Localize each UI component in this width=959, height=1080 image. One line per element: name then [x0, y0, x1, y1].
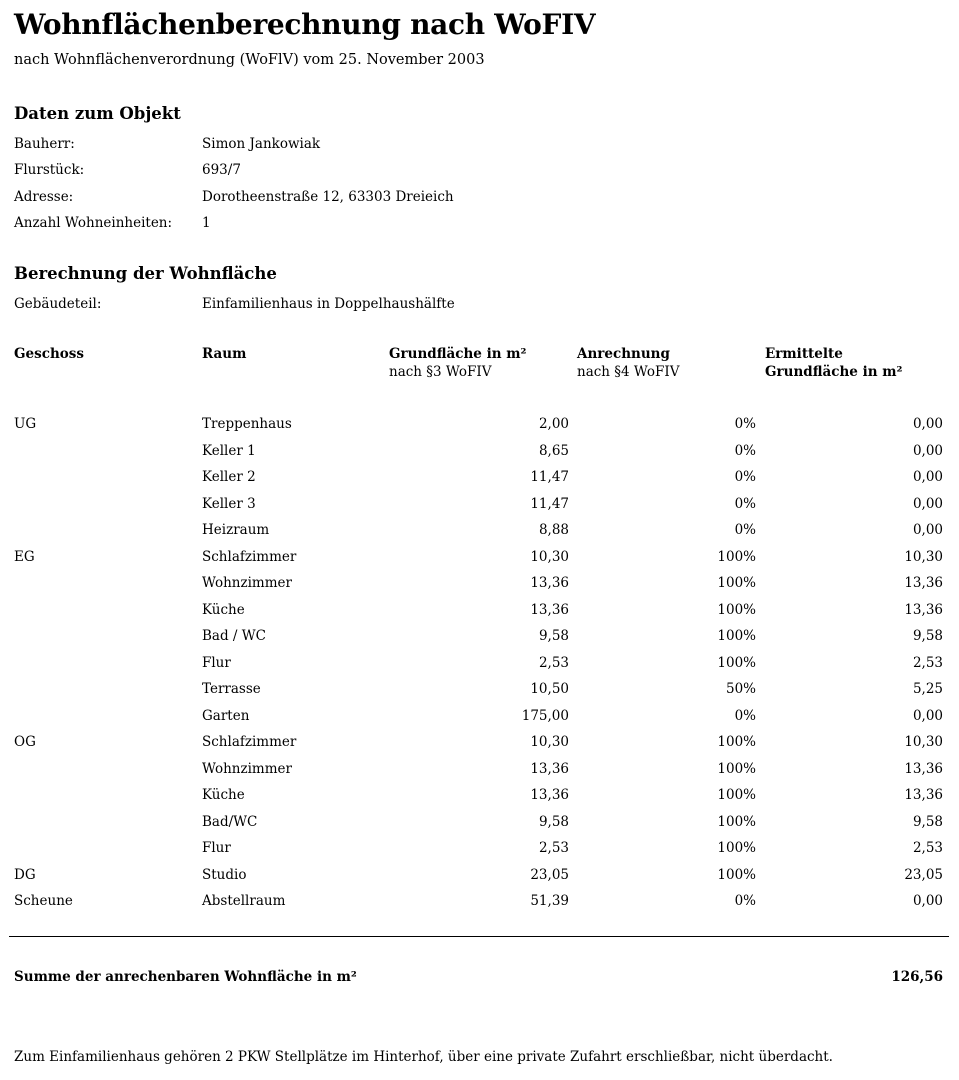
cell-raum: Treppenhaus	[202, 416, 292, 432]
cell-ermittelt: 0,00	[912, 416, 943, 432]
column-header-ermittelt-line2: Grundfläche in m²	[765, 364, 903, 380]
cell-flaeche: 11,47	[530, 469, 569, 485]
cell-anrechnung: 100%	[717, 602, 756, 618]
cell-anrechnung: 0%	[734, 443, 756, 459]
cell-anrechnung: 100%	[717, 575, 756, 591]
cell-ermittelt: 13,36	[904, 761, 943, 777]
field-label-wohneinheiten: Anzahl Wohneinheiten:	[14, 215, 173, 231]
cell-flaeche: 9,58	[538, 814, 569, 830]
cell-flaeche: 8,65	[538, 443, 569, 459]
cell-raum: Keller 2	[202, 469, 256, 485]
field-value-flurstueck: 693/7	[202, 162, 241, 178]
cell-ermittelt: 5,25	[912, 681, 943, 697]
summary-label: Summe der anrechenbaren Wohnfläche in m²	[14, 969, 357, 985]
cell-flaeche: 51,39	[530, 893, 569, 909]
cell-ermittelt: 10,30	[904, 549, 943, 565]
cell-flaeche: 175,00	[521, 708, 569, 724]
summary-value: 126,56	[891, 969, 943, 985]
cell-flaeche: 10,30	[530, 549, 569, 565]
cell-anrechnung: 100%	[717, 787, 756, 803]
cell-ermittelt: 2,53	[912, 655, 943, 671]
cell-ermittelt: 10,30	[904, 734, 943, 750]
column-header-grundflaeche	[389, 345, 526, 381]
column-header-anrechnung	[577, 345, 679, 381]
cell-geschoss: Scheune	[14, 893, 73, 909]
cell-anrechnung: 50%	[725, 681, 756, 697]
cell-anrechnung: 0%	[734, 469, 756, 485]
field-value-bauherr: Simon Jankowiak	[202, 136, 321, 152]
cell-anrechnung: 100%	[717, 867, 756, 883]
field-value-gebaeudeteil: Einfamilienhaus in Doppelhaushälfte	[202, 296, 455, 312]
cell-raum: Schlafzimmer	[202, 549, 297, 565]
summary-divider	[9, 936, 949, 937]
cell-ermittelt: 13,36	[904, 602, 943, 618]
column-header-anrechnung-sub: nach §4 WoFIV	[577, 364, 680, 380]
cell-flaeche: 10,50	[530, 681, 569, 697]
field-label-bauherr: Bauherr:	[14, 136, 75, 152]
cell-flaeche: 8,88	[538, 522, 569, 538]
cell-flaeche: 2,53	[538, 840, 569, 856]
column-header-ermittelt	[765, 345, 902, 381]
cell-flaeche: 2,00	[538, 416, 569, 432]
cell-anrechnung: 0%	[734, 708, 756, 724]
field-label-gebaeudeteil: Gebäudeteil:	[14, 296, 102, 312]
cell-flaeche: 11,47	[530, 496, 569, 512]
cell-raum: Bad/WC	[202, 814, 258, 830]
cell-flaeche: 9,58	[538, 628, 569, 644]
cell-ermittelt: 2,53	[912, 840, 943, 856]
column-header-anrechnung-title: Anrechnung	[577, 346, 670, 362]
cell-flaeche: 23,05	[530, 867, 569, 883]
cell-raum: Heizraum	[202, 522, 270, 538]
field-value-wohneinheiten: 1	[202, 215, 211, 231]
column-header-geschoss: Geschoss	[14, 346, 84, 362]
cell-ermittelt: 0,00	[912, 443, 943, 459]
cell-ermittelt: 13,36	[904, 575, 943, 591]
cell-raum: Wohnzimmer	[202, 761, 292, 777]
field-label-adresse: Adresse:	[14, 189, 74, 205]
cell-raum: Keller 3	[202, 496, 256, 512]
cell-raum: Küche	[202, 787, 245, 803]
footnote: Zum Einfamilienhaus gehören 2 PKW Stellplätze im Hinterhof, über eine private Zufahrt erschließbar, nicht überdacht.	[14, 1049, 833, 1065]
field-value-adresse: Dorotheenstraße 12, 63303 Dreieich	[202, 189, 454, 205]
cell-raum: Wohnzimmer	[202, 575, 292, 591]
cell-geschoss: DG	[14, 867, 36, 883]
cell-anrechnung: 100%	[717, 761, 756, 777]
section-heading-berechnung: Berechnung der Wohnfläche	[14, 264, 277, 283]
cell-ermittelt: 0,00	[912, 469, 943, 485]
cell-anrechnung: 100%	[717, 734, 756, 750]
field-label-flurstueck: Flurstück:	[14, 162, 85, 178]
cell-anrechnung: 0%	[734, 496, 756, 512]
cell-raum: Bad / WC	[202, 628, 266, 644]
cell-flaeche: 13,36	[530, 575, 569, 591]
cell-raum: Abstellraum	[202, 893, 286, 909]
cell-geschoss: OG	[14, 734, 36, 750]
cell-anrechnung: 100%	[717, 628, 756, 644]
cell-anrechnung: 0%	[734, 416, 756, 432]
cell-ermittelt: 23,05	[904, 867, 943, 883]
cell-raum: Flur	[202, 655, 231, 671]
cell-ermittelt: 0,00	[912, 522, 943, 538]
cell-flaeche: 2,53	[538, 655, 569, 671]
cell-ermittelt: 13,36	[904, 787, 943, 803]
cell-geschoss: UG	[14, 416, 37, 432]
cell-ermittelt: 9,58	[912, 814, 943, 830]
cell-flaeche: 13,36	[530, 761, 569, 777]
cell-anrechnung: 100%	[717, 814, 756, 830]
cell-geschoss: EG	[14, 549, 35, 565]
cell-ermittelt: 0,00	[912, 496, 943, 512]
cell-raum: Schlafzimmer	[202, 734, 297, 750]
cell-raum: Studio	[202, 867, 247, 883]
cell-flaeche: 13,36	[530, 787, 569, 803]
cell-raum: Terrasse	[202, 681, 261, 697]
cell-anrechnung: 0%	[734, 522, 756, 538]
cell-raum: Keller 1	[202, 443, 256, 459]
cell-anrechnung: 100%	[717, 840, 756, 856]
cell-anrechnung: 100%	[717, 655, 756, 671]
cell-ermittelt: 9,58	[912, 628, 943, 644]
column-header-grundflaeche-sub: nach §3 WoFIV	[389, 364, 492, 380]
cell-flaeche: 13,36	[530, 602, 569, 618]
cell-raum: Garten	[202, 708, 250, 724]
cell-ermittelt: 0,00	[912, 893, 943, 909]
column-header-ermittelt-line1: Ermittelte	[765, 346, 843, 362]
cell-flaeche: 10,30	[530, 734, 569, 750]
cell-raum: Küche	[202, 602, 245, 618]
page-subtitle: nach Wohnflächenverordnung (WoFlV) vom 25. November 2003	[14, 52, 485, 68]
cell-anrechnung: 100%	[717, 549, 756, 565]
page-title: Wohnflächenberechnung nach WoFIV	[14, 8, 596, 41]
column-header-raum: Raum	[202, 346, 247, 362]
cell-anrechnung: 0%	[734, 893, 756, 909]
section-heading-objekt: Daten zum Objekt	[14, 104, 181, 123]
cell-raum: Flur	[202, 840, 231, 856]
cell-ermittelt: 0,00	[912, 708, 943, 724]
column-header-grundflaeche-title: Grundfläche in m²	[389, 346, 527, 362]
